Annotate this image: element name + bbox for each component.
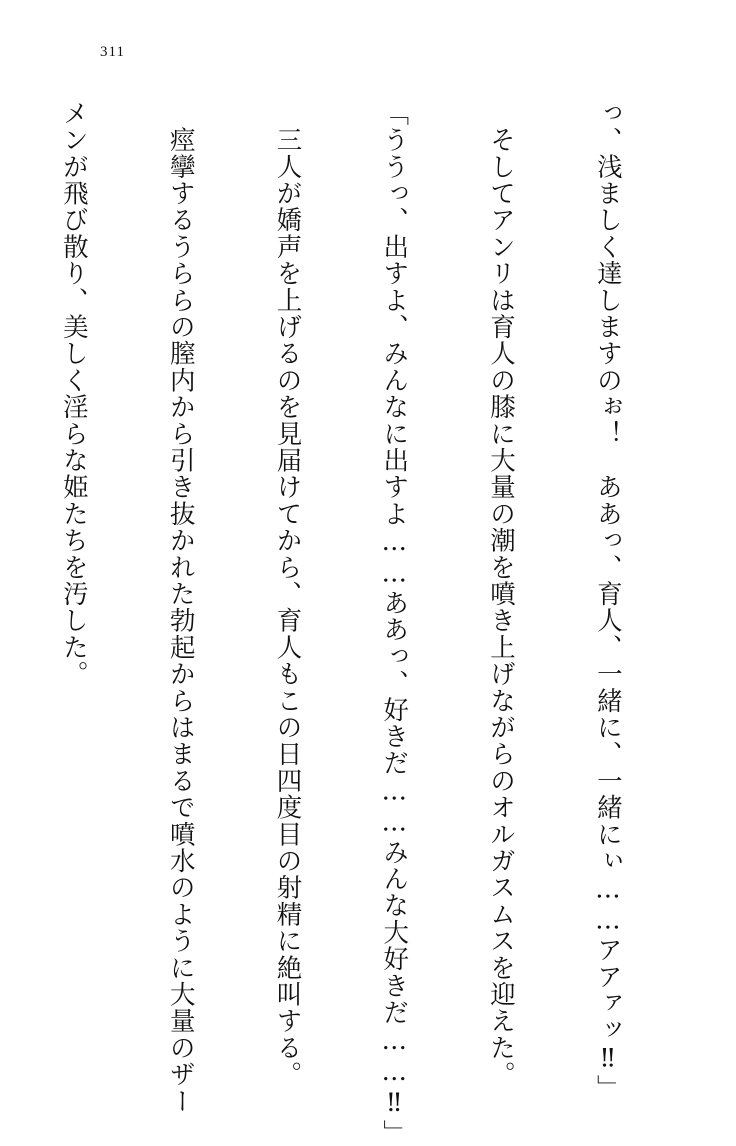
- text-line: 三人が嬌声を上げるのを見届けてから、育人もこの日四度目の射精に絶叫する。: [272, 100, 303, 1088]
- text-line: っ、浅ましく達しますのぉ！ ああっ、育人、一緒に、一緒にぃ……アアァッ‼」: [592, 100, 623, 1102]
- text-line: メンが飛び散り、美しく淫らな姫たちを汚した。: [58, 100, 89, 688]
- text-line: そしてアンリは育人の膝に大量の潮を噴き上げながらのオルガスムスを迎えた。: [486, 100, 517, 1088]
- text-line: 痙攣するうららの膣内から引き抜かれた勃起からはまるで噴水のように大量のザー: [165, 100, 196, 1115]
- novel-text-block: [0, 100, 696, 1146]
- text-line: 「ううっ、出すよ、みんなに出すよ……ああっ、好きだ……みんな大好きだ……‼」: [379, 100, 410, 1146]
- page-number: 311: [100, 44, 125, 60]
